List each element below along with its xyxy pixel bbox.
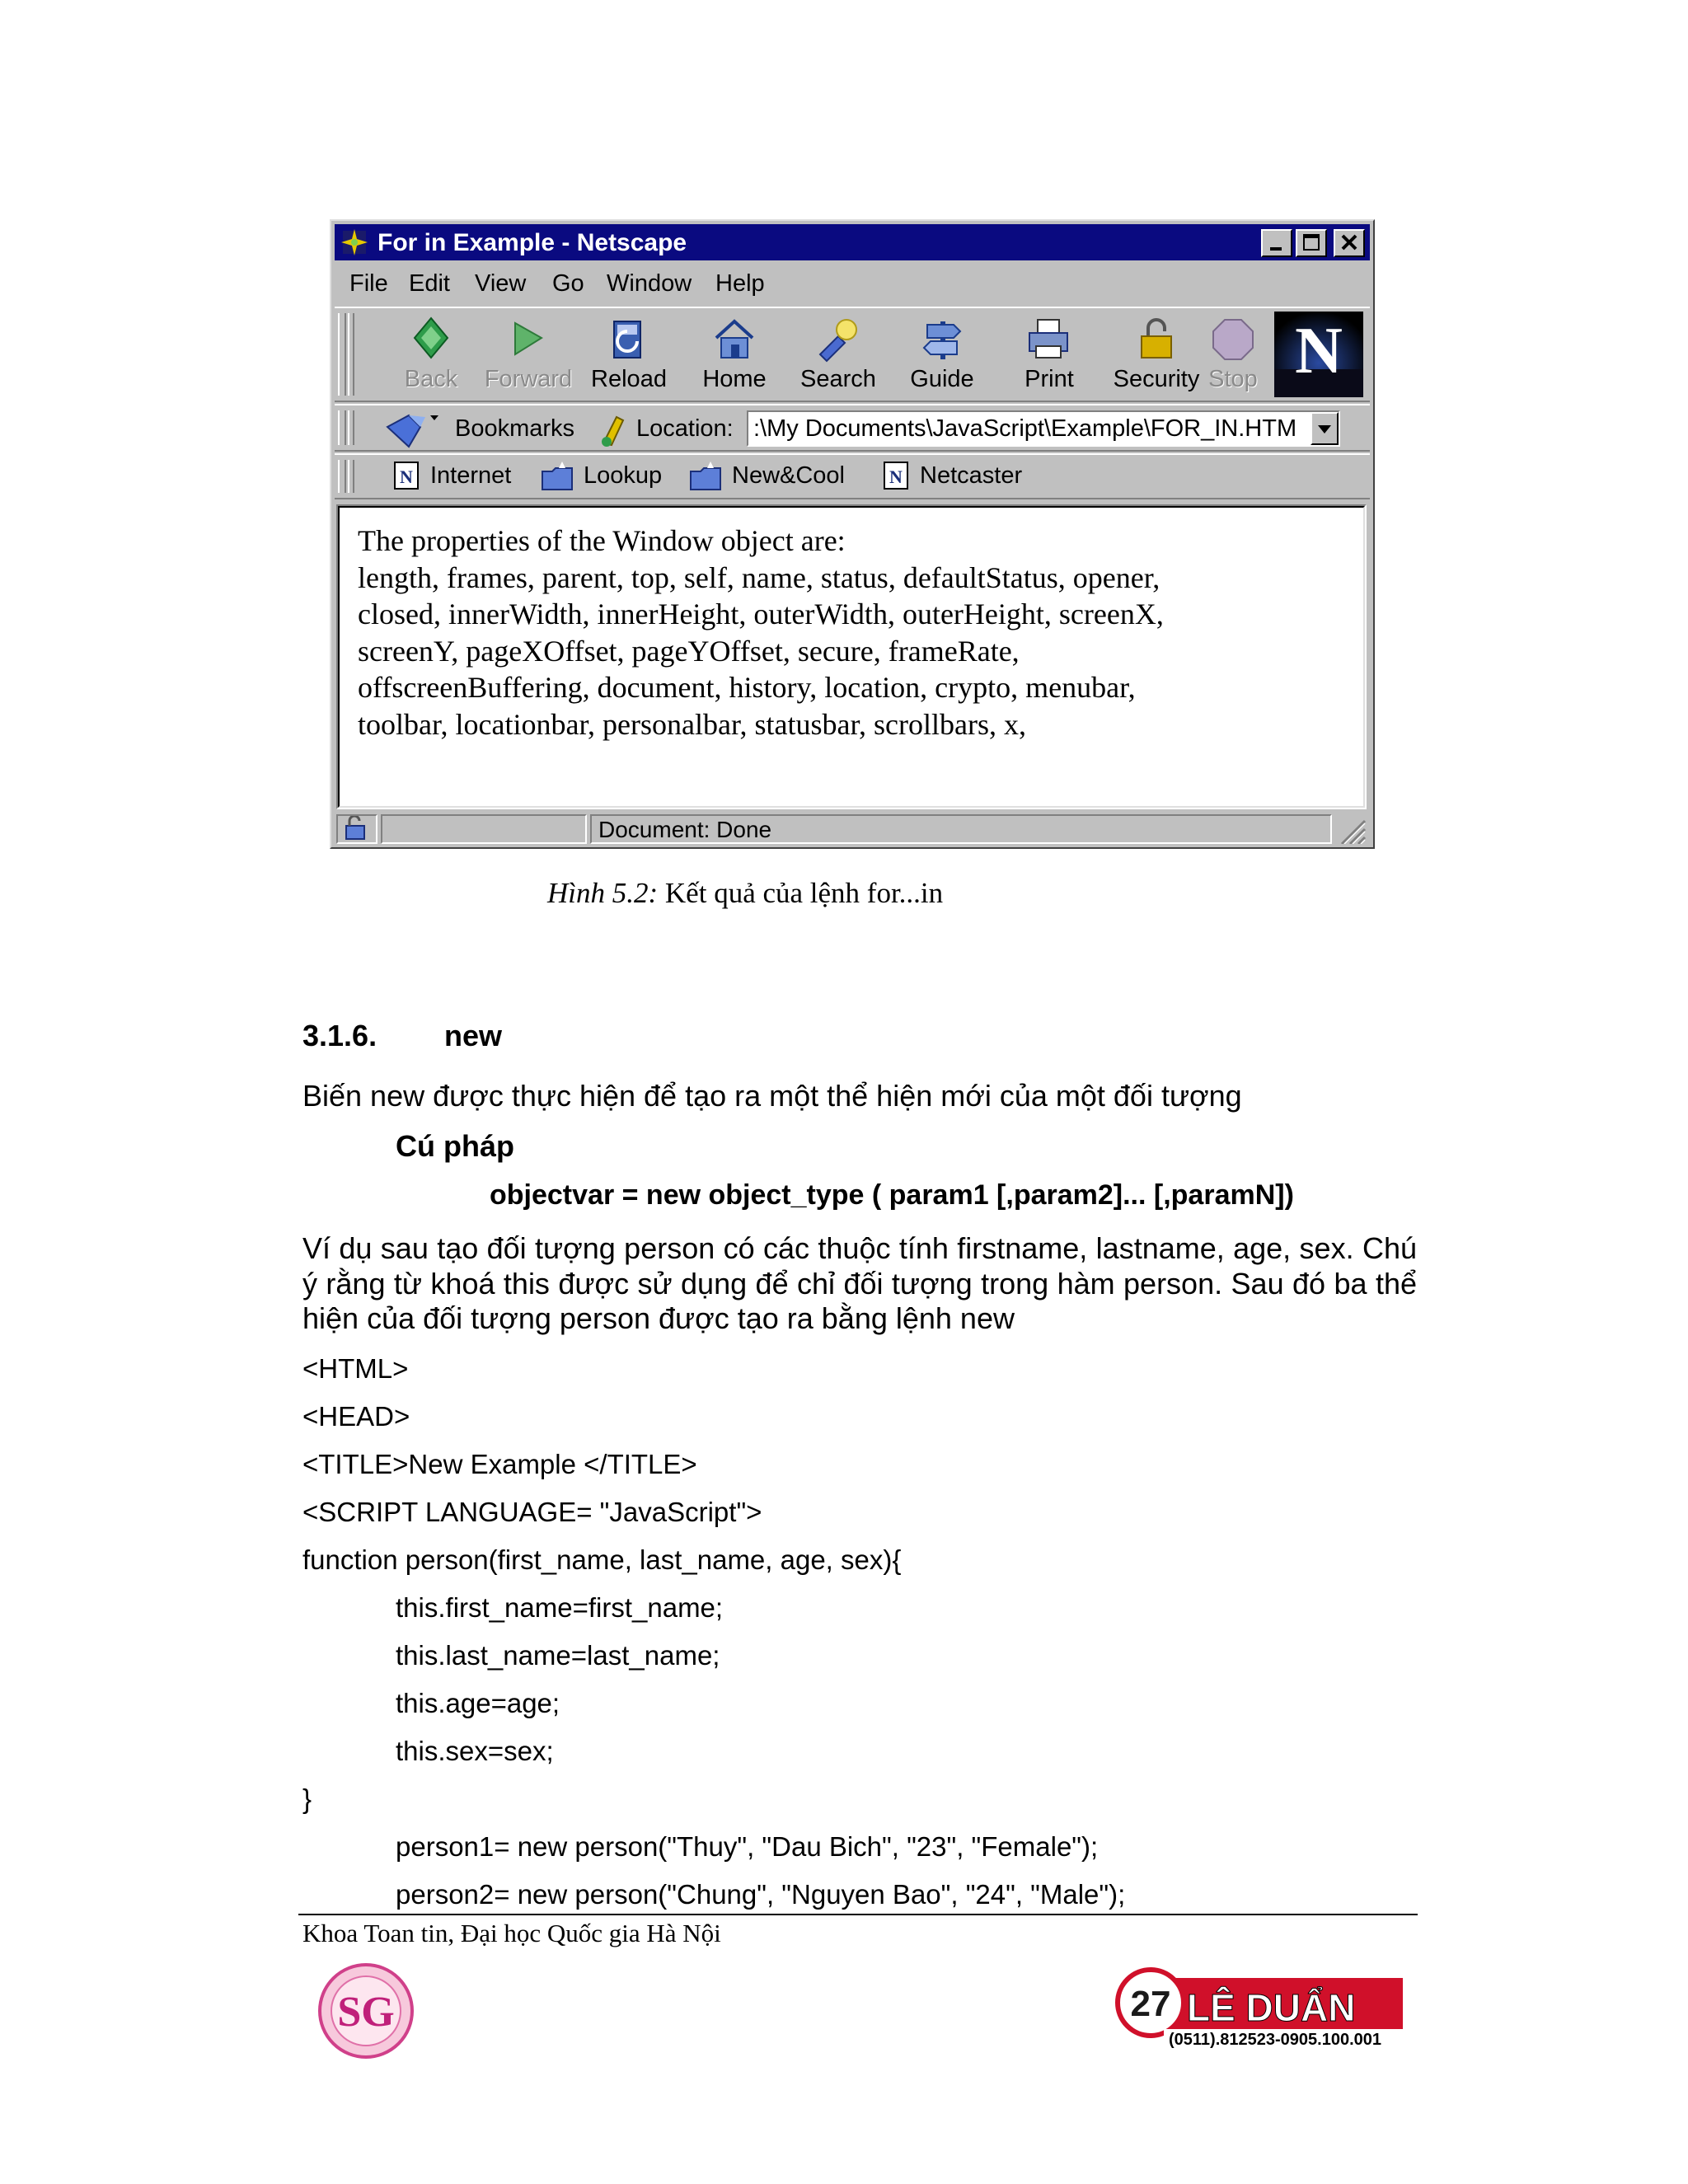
location-input[interactable]: :\My Documents\JavaScript\Example\FOR_IN.HTM (747, 410, 1340, 447)
code-line: this.sex=sex; (396, 1736, 554, 1766)
personal-item-internet[interactable]: N Internet (392, 460, 511, 496)
back-button[interactable]: Back (386, 315, 476, 397)
svg-text:N: N (1295, 315, 1343, 387)
search-button[interactable]: Search (793, 315, 884, 397)
page-n-icon (882, 460, 910, 491)
back-icon (406, 315, 456, 363)
minimize-icon (1263, 231, 1291, 255)
personal-toolbar (335, 453, 1370, 499)
menu-go[interactable]: Go (552, 270, 584, 297)
window-title: For in Example - Netscape (377, 229, 687, 256)
content-line: closed, innerWidth, innerHeight, outerWidth, outerHeight, screenX, (358, 598, 1164, 630)
toolbar-grip[interactable] (348, 460, 354, 493)
chevron-down-icon (1312, 414, 1337, 443)
ad-number: 27 (1130, 1984, 1171, 2024)
content-line: screenY, pageXOffset, pageYOffset, secure, frameRate, (358, 634, 1020, 668)
stop-icon (1208, 315, 1258, 363)
content-line: offscreenBuffering, document, history, location, crypto, menubar, (358, 671, 1136, 704)
home-icon (710, 315, 759, 363)
location-label: Location: (636, 415, 734, 442)
syntax-line: objectvar = new object_type ( param1 [,param2]... [,paramN]) (490, 1179, 1294, 1211)
syntax-heading: Cú pháp (396, 1129, 514, 1163)
code-line: } (302, 1783, 312, 1814)
code-line: this.last_name=last_name; (396, 1640, 720, 1671)
menu-file[interactable]: File (349, 270, 388, 297)
folder-icon (541, 460, 574, 491)
close-icon (1335, 231, 1363, 255)
code-line: person1= new person("Thuy", "Dau Bich", "23", "Female"); (396, 1831, 1099, 1862)
padlock-icon (1132, 315, 1181, 363)
intro-paragraph: Biến new được thực hiện để tạo ra một thể hiện mới của một đối tượng (302, 1079, 1242, 1113)
code-line: <HTML> (302, 1353, 409, 1384)
netscape-n-logo-icon (1274, 312, 1363, 397)
ad-phone: (0511).812523-0905.100.001 (1169, 2031, 1382, 2049)
lock-status-icon (338, 816, 376, 842)
menu-help[interactable]: Help (715, 270, 765, 297)
ad-name: LÊ DUẨN (1187, 1986, 1356, 2029)
page-content-area[interactable] (336, 504, 1367, 809)
svg-text:N: N (889, 466, 903, 487)
menu-view[interactable]: View (475, 270, 527, 297)
location-page-icon[interactable] (597, 412, 631, 447)
personal-item-newcool[interactable]: New&Cool (689, 460, 845, 496)
resize-grip-icon[interactable] (1337, 816, 1367, 844)
bookmarks-icon[interactable] (384, 410, 445, 448)
code-line: this.age=age; (396, 1688, 560, 1718)
maximize-button[interactable] (1296, 229, 1327, 257)
toolbar-grip[interactable] (338, 313, 346, 396)
menu-bar (335, 265, 1370, 303)
security-button[interactable]: Security (1111, 315, 1202, 397)
menu-window[interactable]: Window (607, 270, 692, 297)
home-button[interactable]: Home (689, 315, 780, 397)
security-status[interactable] (336, 814, 377, 844)
section-title: new (444, 1019, 503, 1052)
content-line: The properties of the Window object are: (358, 524, 846, 557)
maximize-icon (1297, 231, 1325, 255)
netscape-app-icon (340, 227, 369, 257)
stop-button[interactable]: Stop (1200, 315, 1266, 397)
page-content-text (358, 523, 1339, 743)
minimize-button[interactable] (1261, 229, 1292, 257)
print-button[interactable]: Print (1004, 315, 1095, 397)
forward-button[interactable]: Forward (483, 315, 574, 397)
toolbar-grip[interactable] (338, 460, 346, 493)
status-message: Document: Done (590, 814, 1332, 844)
menu-edit[interactable]: Edit (409, 270, 450, 297)
progress-meter (381, 814, 587, 844)
guide-button[interactable]: Guide (897, 315, 987, 397)
footer-divider (298, 1914, 1418, 1915)
personal-item-netcaster[interactable]: N Netcaster (882, 460, 1022, 496)
content-line: toolbar, locationbar, personalbar, statusbar, scrollbars, x, (358, 707, 1026, 741)
section-number: 3.1.6. (302, 1019, 377, 1052)
content-line: length, frames, parent, top, self, name, status, defaultStatus, opener, (358, 560, 1160, 594)
printer-icon (1025, 315, 1074, 363)
reload-button[interactable]: Reload (584, 315, 674, 397)
status-bar (335, 813, 1370, 846)
navigation-toolbar (335, 307, 1370, 402)
svg-text:N: N (400, 466, 413, 487)
toolbar-grip[interactable] (338, 410, 346, 445)
toolbar-grip[interactable] (348, 410, 354, 445)
le-duan-ad-banner (1114, 1966, 1406, 2052)
code-line: function person(first_name, last_name, age, sex){ (302, 1544, 902, 1575)
folder-icon (689, 460, 722, 491)
browser-window (330, 219, 1375, 849)
close-button[interactable] (1334, 229, 1365, 257)
title-bar (335, 224, 1370, 260)
search-flashlight-icon (814, 315, 863, 363)
guide-signpost-icon (917, 315, 967, 363)
page-n-icon (392, 460, 420, 491)
forward-icon (504, 315, 553, 363)
code-line: <SCRIPT LANGUAGE= "JavaScript"> (302, 1497, 762, 1527)
footer-text: Khoa Toan tin, Đại học Quốc gia Hà Nội (302, 1919, 721, 1947)
sg-seal-logo (315, 1960, 417, 2062)
bookmarks-label[interactable]: Bookmarks (455, 415, 575, 442)
svg-text:SG: SG (337, 1989, 395, 2036)
code-line: this.first_name=first_name; (396, 1592, 724, 1623)
location-dropdown-button[interactable] (1311, 412, 1339, 445)
example-paragraph: Ví dụ sau tạo đối tượng person có các thuộc tính firstname, lastname, age, sex. Chú ý rằng từ khoá this được sử dụng để chỉ đối tượng trong hàm person. Sau đó ba thể hiện của đối tượng person được tạo ra bằng lệnh new (302, 1231, 1417, 1335)
code-line: <TITLE>New Example </TITLE> (302, 1449, 697, 1479)
reload-icon (604, 315, 654, 363)
toolbar-grip[interactable] (348, 313, 354, 396)
location-toolbar (335, 404, 1370, 452)
code-line: person2= new person("Chung", "Nguyen Bao", "24", "Male"); (396, 1879, 1126, 1910)
figure-caption: Hình 5.2: Kết quả của lệnh for...in (547, 877, 944, 909)
code-line: <HEAD> (302, 1401, 410, 1432)
personal-item-lookup[interactable]: Lookup (541, 460, 662, 496)
netscape-logo (1274, 312, 1363, 397)
